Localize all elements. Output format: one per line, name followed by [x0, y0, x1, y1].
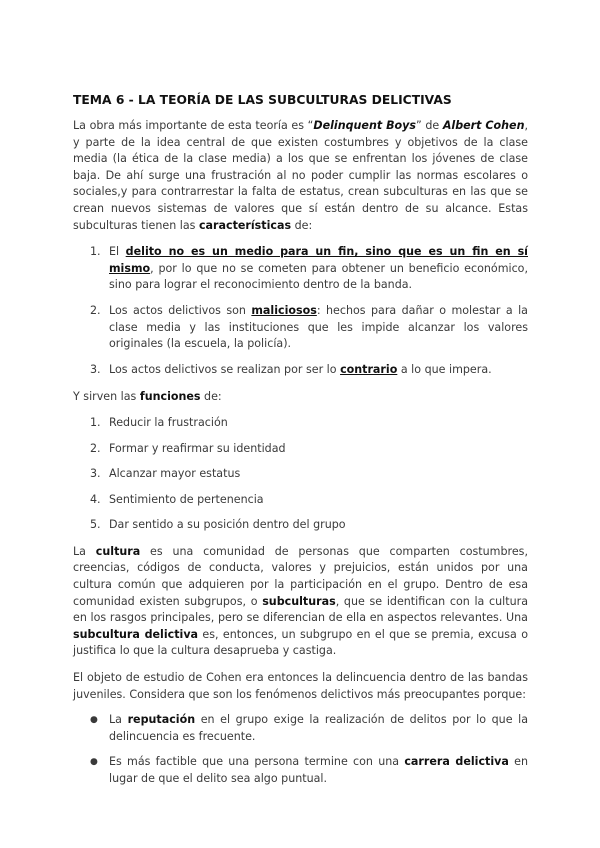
item-text: Reducir la frustración [109, 415, 228, 429]
list-item [73, 712, 528, 745]
list-item [73, 517, 528, 534]
para-text: es, entonces, un subgrupo en el que se premia, excusa o justifica lo que la cultura desaprueba y castiga. [73, 627, 529, 658]
item-number: 2. [90, 441, 101, 455]
item-text: Sentimiento de pertenencia [109, 492, 264, 506]
intro-text: ” de [416, 119, 443, 132]
item-text: : hechos para dañar o molestar a la clase media y las instituciones que les impide alcanzar los valores originales (la escuela, la policía). [109, 303, 528, 351]
intro-text: , y parte de la idea central de que existen costumbres y objetivos de la clase media (la ética de la clase media) a los que se enfrentan los jóvenes de clase baja. De ahí surge una frustración al no poder cumplir las normas escolares o sociales,y para contrarrestar la falta de estatus, crean subculturas en las que se crean nuevos sistemas de valores que sí están dentro de su alcance. Estas subculturas tienen las [73, 119, 529, 232]
item-number: 1. [90, 415, 101, 429]
reasons-list [73, 712, 528, 787]
bullet-icon: ● [90, 715, 98, 726]
list-item [73, 244, 528, 294]
bullet-icon: ● [90, 757, 98, 768]
list-item [73, 492, 528, 509]
list-item [73, 441, 528, 458]
keyword-subculturas: subculturas [262, 594, 336, 608]
list-item [73, 362, 528, 379]
characteristics-list [73, 244, 528, 378]
item-number: 3. [90, 362, 101, 376]
keyword-funciones: funciones [139, 390, 201, 404]
author-name: Albert Cohen [442, 119, 525, 132]
item-text: Es más factible que una persona termine con una [109, 755, 405, 769]
keyword-caracteristicas: características [198, 218, 292, 232]
object-paragraph: El objeto de estudio de Cohen era entonces la delincuencia dentro de las bandas juveniles. Considera que son los fenómenos delictivos más preocupantes porque: [73, 671, 528, 701]
list-item [73, 754, 528, 787]
item-text: a lo que impera. [397, 362, 492, 376]
para-text: La [73, 544, 96, 558]
item-text: La [109, 713, 128, 727]
intro-text: La obra más importante de esta teoría es “ [73, 119, 314, 132]
item-number: 1. [90, 245, 101, 259]
culture-paragraph [73, 544, 528, 660]
intro-text: Y sirven las [73, 390, 140, 404]
item-number: 3. [90, 467, 101, 481]
item-number: 2. [90, 303, 101, 317]
item-keyword: reputación [127, 713, 196, 727]
item-text: en lugar de que el delito sea algo puntual. [109, 755, 529, 785]
item-text: Los actos delictivos son [109, 303, 252, 317]
keyword-cultura: cultura [95, 544, 141, 558]
item-text: Dar sentido a su posición dentro del grupo [109, 518, 346, 532]
book-title: Delinquent Boys [313, 119, 417, 132]
item-number: 4. [90, 492, 101, 506]
para-text: es una comunidad de personas que comparten costumbres, creencias, códigos de conducta, valores y prejuicios, están unidos por una cultura común que adquieren por la participación en el grupo. Dentro de esa comunidad existen subgrupos, o [73, 544, 528, 608]
item-number: 5. [90, 518, 101, 532]
intro-text: de: [291, 218, 313, 232]
item-keyword: carrera delictiva [404, 755, 509, 769]
list-item [73, 466, 528, 483]
intro-paragraph [73, 118, 528, 234]
item-text: Los actos delictivos se realizan por ser lo [109, 362, 341, 376]
item-text: Formar y reafirmar su identidad [109, 441, 286, 455]
list-item [73, 303, 528, 353]
item-text: Alcanzar mayor estatus [109, 467, 241, 481]
item-keyword: delito no es un medio para un fin, sino que es un fin en sí mismo [109, 245, 528, 275]
keyword-subcultura-delictiva: subcultura delictiva [73, 627, 199, 641]
item-keyword: contrario [340, 362, 398, 376]
item-text: El [109, 245, 126, 259]
document-content [73, 92, 528, 788]
item-text: en el grupo exige la realización de delitos por lo que la delincuencia es frecuente. [109, 713, 528, 743]
item-text: , por lo que no se cometen para obtener un beneficio económico, sino para lograr el reconocimiento dentro de la banda. [109, 261, 528, 292]
page-title: TEMA 6 - LA TEORÍA DE LAS SUBCULTURAS DELICTIVAS [73, 93, 452, 107]
functions-intro [73, 389, 528, 406]
intro-text: de: [200, 390, 222, 404]
functions-list [73, 415, 528, 534]
item-keyword: maliciosos [251, 303, 317, 317]
list-item [73, 415, 528, 432]
para-text: , que se identifican con la cultura en los rasgos principales, pero se diferencian de ella en aspectos relevantes. Una [73, 594, 528, 625]
